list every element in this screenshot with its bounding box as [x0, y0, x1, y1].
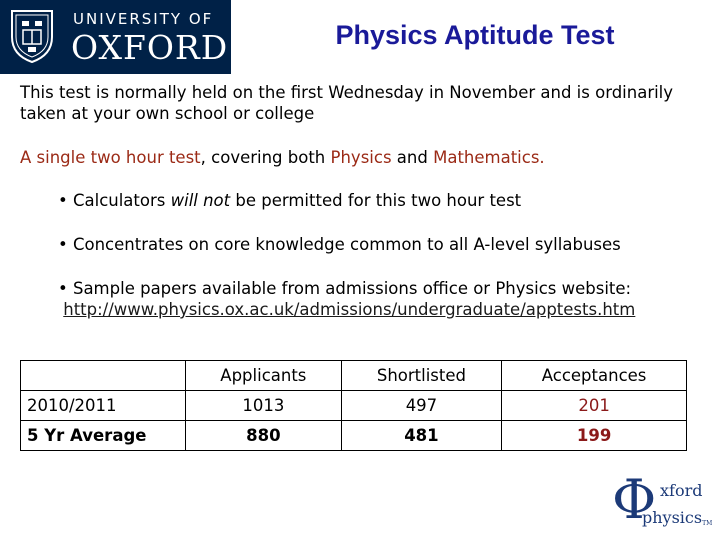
acceptances-cell: 199 — [502, 421, 687, 451]
oxford-university-logo — [0, 0, 231, 74]
table-header-row — [21, 361, 687, 391]
bullet-calculators-emphasis: will not — [170, 191, 231, 210]
summary-part-3: Physics — [330, 148, 392, 167]
table-header-shortlisted: Shortlisted — [341, 361, 501, 391]
applicants-cell: 880 — [186, 421, 342, 451]
bullet-sample-papers: • Sample papers available from admissions office or Physics website: — [58, 279, 632, 298]
intro-paragraph: This test is normally held on the first Wednesday in November and is ordinarily taken at your own school or college — [20, 83, 674, 123]
oxford-text: OXFORD — [71, 28, 229, 67]
table-header-acceptances: Acceptances — [502, 361, 687, 391]
summary-part-2: , covering both — [200, 148, 331, 167]
bullet-calculators-pre: • Calculators — [58, 191, 171, 210]
table-row — [21, 391, 687, 421]
summary-part-1: A single two hour test — [20, 148, 201, 167]
summary-part-5: Mathematics. — [433, 148, 545, 167]
oxford-physics-logo-line1: xford — [660, 481, 703, 500]
table-header-applicants: Applicants — [186, 361, 342, 391]
row-label: 5 Yr Average — [21, 421, 186, 451]
acceptances-cell: 201 — [502, 391, 687, 421]
oxford-physics-logo-word: physics — [642, 508, 703, 527]
phi-icon: Φ — [612, 468, 657, 531]
bullet-calculators-post: be permitted for this two hour test — [230, 191, 522, 210]
table-header-empty — [21, 361, 186, 391]
oxford-crest-icon — [8, 7, 56, 65]
shortlisted-cell: 497 — [341, 391, 501, 421]
sample-papers-link[interactable]: http://www.physics.ox.ac.uk/admissions/undergraduate/apptests.htm — [63, 300, 636, 319]
table-row — [21, 421, 687, 451]
shortlisted-cell: 481 — [341, 421, 501, 451]
test-summary — [20, 148, 700, 167]
oxford-physics-logo — [612, 468, 713, 531]
trademark-mark: TM — [702, 520, 713, 527]
oxford-physics-logo-line2 — [642, 508, 712, 527]
bullet-core-knowledge: • Concentrates on core knowledge common to all A-level syllabuses — [58, 235, 621, 254]
bullet-calculators — [58, 191, 698, 210]
summary-part-4: and — [391, 148, 434, 167]
applicants-cell: 1013 — [186, 391, 342, 421]
page-title: Physics Aptitude Test — [335, 20, 615, 50]
sample-papers-link-container — [58, 300, 698, 320]
row-label: 2010/2011 — [21, 391, 186, 421]
university-of-text: UNIVERSITY OF — [73, 10, 214, 28]
admissions-stats-table — [20, 360, 687, 451]
